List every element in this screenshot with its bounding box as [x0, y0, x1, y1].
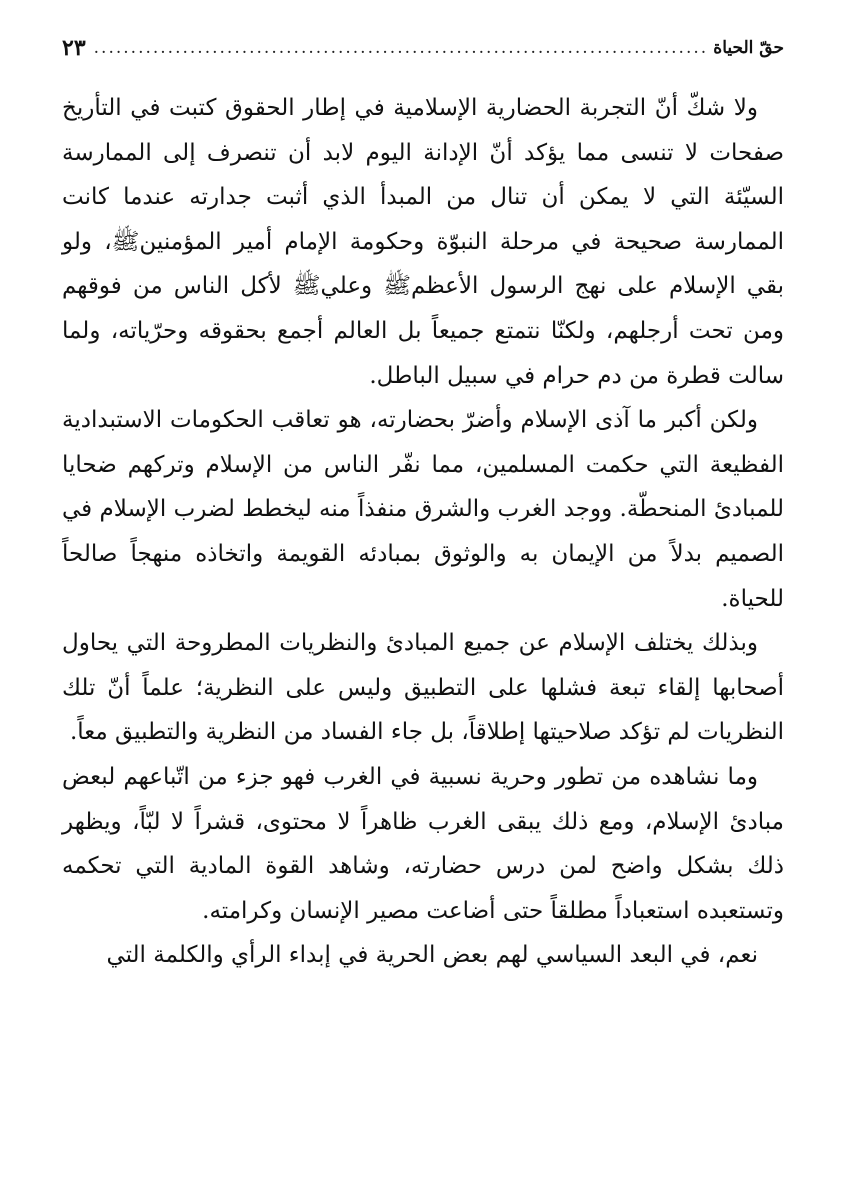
leader-dots	[94, 38, 706, 58]
running-header	[62, 28, 784, 68]
paragraph: ولكن أكبر ما آذى الإسلام وأضرّ بحضارته، هو تعاقب الحكومات الاستبدادية الفظيعة التي حكمت المسلمين، مما نفّر الناس من الإسلام وتركهم ضحايا للمبادئ المنحطّة. ووجد الغرب والشرق منفذاً منه ليخطط لضرب الإسلام في الصميم بدلاً من الإيمان به والوثوق بمبادئه القويمة واتخاذه منهجاً صالحاً للحياة.	[62, 407, 784, 612]
paragraph: وبذلك يختلف الإسلام عن جميع المبادئ والنظريات المطروحة التي يحاول أصحابها إلقاء تبعة فشلها على التطبيق وليس على النظرية؛ علماً أنّ تلك النظريات لم تؤكد صلاحيتها إطلاقاً، بل جاء الفساد من النظرية والتطبيق معاً.	[62, 630, 784, 746]
paragraph: ولا شكّ أنّ التجربة الحضارية الإسلامية في إطار الحقوق كتبت في التأريخ صفحات لا تنسى مما يؤكد أنّ الإدانة اليوم لابد أن تنصرف إلى الممارسة السيّئة التي لا يمكن أن تنال من المبدأ الذي أثبت جدارته عندما كانت الممارسة صحيحة في مرحلة النبوّة وحكومة الإمام أمير المؤمنينﷺ، ولو بقي الإسلام على نهج الرسول الأعظمﷺ وعليﷺ لأكل الناس من فوقهم ومن تحت أرجلهم، ولكنّا نتمتع جميعاً بل العالم أجمع بحقوقه وحرّياته، ولما سالت قطرة من دم حرام في سبيل الباطل.	[62, 95, 784, 389]
page-number: ٢٣	[62, 35, 86, 61]
body-text	[62, 86, 784, 978]
paragraph: وما نشاهده من تطور وحرية نسبية في الغرب فهو جزء من اتّباعهم لبعض مبادئ الإسلام، ومع ذلك يبقى الغرب ظاهراً لا محتوى، قشراً لا لبّاً، ويظهر ذلك بشكل واضح لمن درس حضارته، وشاهد القوة المادية التي تحكمه وتستعبده استعباداً مطلقاً حتى أضاعت مصير الإنسان وكرامته.	[62, 763, 784, 924]
book-page	[62, 28, 784, 1168]
paragraph: نعم، في البعد السياسي لهم بعض الحرية في إبداء الرأي والكلمة التي	[106, 942, 758, 969]
running-title: حقّ الحياة	[713, 38, 784, 58]
